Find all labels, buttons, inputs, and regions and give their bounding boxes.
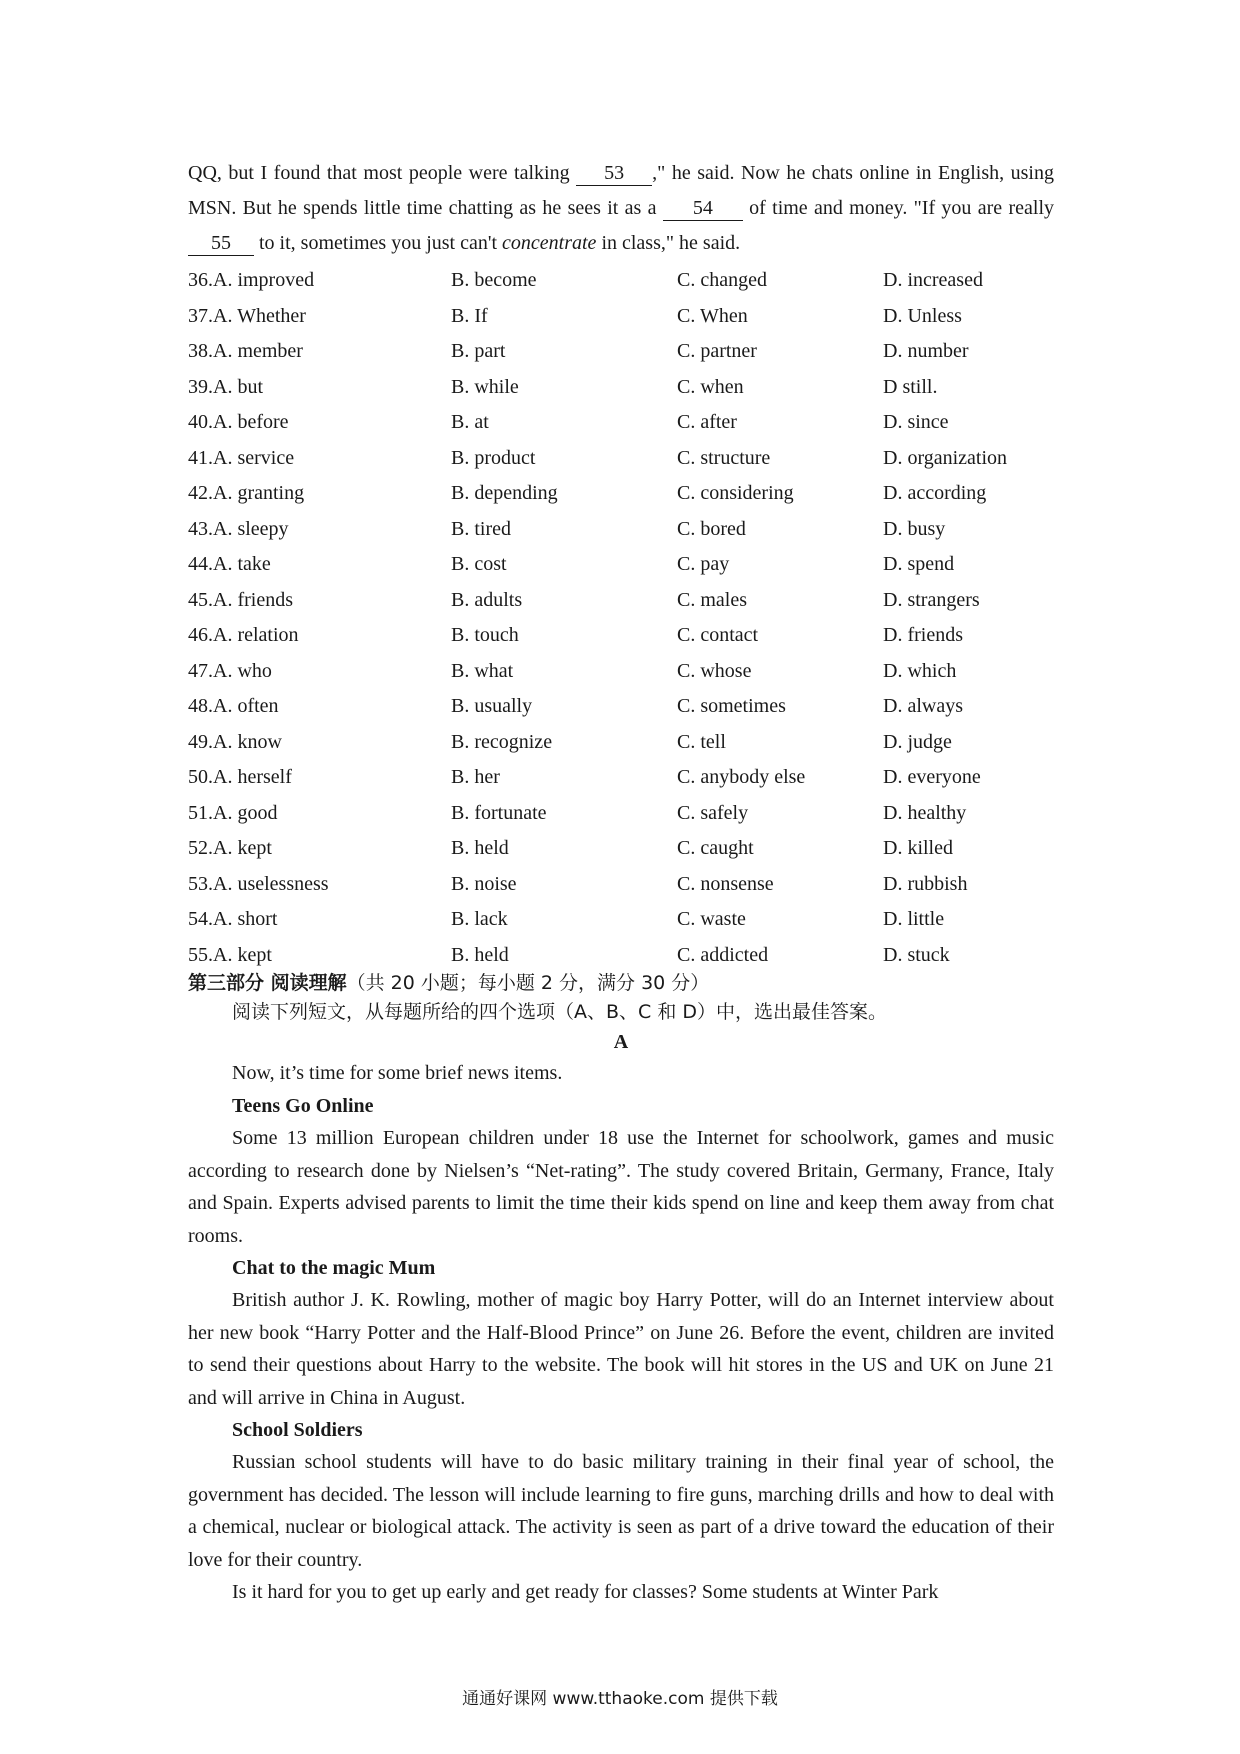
option-row [188, 476, 1054, 512]
news-body: Russian school students will have to do basic military training in their final year of school, the government has decided. The lesson will include learning to fire guns, marching drills and how to deal with a chemical, nuclear or biological attack. The activity is seen as part of a drive toward the education of their love for their country. [188, 1451, 1054, 1571]
question-number: 43. [188, 517, 213, 540]
question-number: 49. [188, 730, 213, 753]
question-number: 46. [188, 624, 213, 646]
question-number: 40. [188, 411, 213, 433]
question-number: 44. [188, 553, 213, 575]
option-row [188, 263, 1054, 299]
option-a [188, 476, 451, 512]
cloze-italic-word: concentrate [502, 232, 597, 254]
option-a [188, 263, 451, 299]
option-a [188, 796, 451, 832]
blank-54: 54 [663, 196, 743, 221]
option-c: C. tell [677, 730, 726, 753]
question-number: 48. [188, 695, 213, 717]
passage-tail: Is it hard for you to get up early and get ready for classes? Some students at Winter Park [232, 1581, 939, 1603]
option-row [188, 583, 1054, 619]
blank-55: 55 [188, 231, 254, 256]
option-d: D. increased [883, 269, 983, 291]
option-row [188, 760, 1054, 796]
question-number: 36. [188, 269, 213, 291]
option-c: C. whose [677, 659, 752, 682]
option-a-text: A. relation [213, 624, 299, 646]
passage-letter: A [613, 1031, 629, 1053]
question-number: 47. [188, 659, 213, 682]
option-row [188, 405, 1054, 441]
option-a-text: A. Whether [213, 304, 306, 327]
option-c: C. safely [677, 801, 749, 824]
option-d: D. which [883, 659, 957, 682]
question-number: 42. [188, 482, 213, 504]
option-d: D. always [883, 695, 963, 717]
option-row [188, 334, 1054, 370]
option-row [188, 831, 1054, 867]
option-d: D. rubbish [883, 872, 968, 895]
option-d: D. friends [883, 624, 963, 646]
option-b: B. what [451, 659, 514, 682]
option-row [188, 299, 1054, 335]
option-a-text: A. herself [213, 766, 292, 788]
option-a [188, 689, 451, 725]
option-b: B. at [451, 411, 489, 433]
cloze-text: QQ, but I found that most people were talking [188, 162, 570, 184]
option-a-text: A. but [213, 375, 263, 398]
question-number: 53. [188, 872, 213, 895]
option-a [188, 867, 451, 903]
option-row [188, 618, 1054, 654]
question-number: 41. [188, 446, 213, 469]
option-d: D. little [883, 908, 945, 930]
option-a-text: A. sleepy [213, 517, 289, 540]
option-a [188, 299, 451, 335]
option-a [188, 583, 451, 619]
option-d: D still. [883, 375, 938, 398]
question-number: 39. [188, 375, 213, 398]
option-c: C. after [677, 411, 737, 433]
option-a [188, 512, 451, 548]
question-number: 51. [188, 801, 213, 824]
option-row [188, 441, 1054, 477]
option-row [188, 902, 1054, 938]
option-b: B. touch [451, 624, 519, 646]
options-list [188, 263, 1054, 973]
option-b: B. part [451, 340, 506, 362]
option-d: D. busy [883, 517, 946, 540]
option-a [188, 725, 451, 761]
option-a [188, 760, 451, 796]
option-c: C. males [677, 588, 747, 611]
option-d: D. everyone [883, 766, 981, 788]
option-d: D. organization [883, 446, 1008, 469]
page-content [188, 156, 1054, 1609]
option-c: C. nonsense [677, 872, 774, 895]
option-b: B. her [451, 766, 500, 788]
section-3-heading [188, 969, 1054, 997]
option-a [188, 654, 451, 690]
option-a-text: A. before [213, 411, 289, 433]
option-row [188, 938, 1054, 974]
option-d: D. judge [883, 730, 952, 753]
option-d: D. number [883, 340, 969, 362]
option-row [188, 689, 1054, 725]
option-c: C. partner [677, 340, 757, 362]
option-b: B. cost [451, 553, 507, 575]
option-a [188, 902, 451, 938]
news-title: Chat to the magic Mum [232, 1257, 436, 1279]
option-row [188, 547, 1054, 583]
option-c: C. when [677, 375, 744, 398]
section-3-instruction: 阅读下列短文，从每题所给的四个选项（A、B、C 和 D）中，选出最佳答案。 [232, 1001, 888, 1023]
option-a-text: A. who [213, 659, 272, 682]
option-a-text: A. kept [213, 837, 272, 859]
option-b: B. If [451, 304, 488, 327]
option-a-text: A. kept [213, 943, 272, 966]
cloze-text: of time and money. "If you are really [749, 197, 1055, 219]
option-a [188, 618, 451, 654]
option-b: B. recognize [451, 730, 553, 753]
option-a-text: A. uselessness [213, 872, 329, 895]
option-a [188, 831, 451, 867]
option-d: D. according [883, 482, 987, 504]
option-b: B. held [451, 837, 509, 859]
option-d: D. strangers [883, 588, 980, 611]
cloze-passage-tail [188, 156, 1054, 261]
option-b: B. tired [451, 517, 511, 540]
option-row [188, 512, 1054, 548]
option-row [188, 654, 1054, 690]
option-c: C. addicted [677, 943, 769, 966]
option-a [188, 441, 451, 477]
option-b: B. usually [451, 695, 533, 717]
option-a [188, 405, 451, 441]
news-body: Some 13 million European children under 18 use the Internet for schoolwork, games and music according to research done by Nielsen’s “Net-rating”. The study covered Britain, Germany, France, Italy and Spain. Experts advised parents to limit the time their kids spend on line and keep them away from chat rooms. [188, 1127, 1054, 1247]
option-c: C. contact [677, 624, 759, 646]
option-a [188, 938, 451, 974]
option-c: C. structure [677, 446, 771, 469]
option-b: B. product [451, 446, 536, 469]
question-number: 54. [188, 908, 213, 930]
option-row [188, 370, 1054, 406]
option-a-text: A. take [213, 553, 271, 575]
option-b: B. lack [451, 908, 508, 930]
option-d: D. Unless [883, 304, 962, 327]
question-number: 55. [188, 943, 213, 966]
option-a [188, 370, 451, 406]
option-a-text: A. often [213, 695, 279, 717]
option-a-text: A. short [213, 908, 278, 930]
option-b: B. while [451, 375, 519, 398]
option-c: C. caught [677, 837, 754, 859]
option-d: D. stuck [883, 943, 950, 966]
question-number: 38. [188, 340, 213, 362]
option-a-text: A. granting [213, 482, 305, 504]
option-d: D. since [883, 411, 949, 433]
question-number: 52. [188, 837, 213, 859]
cloze-text: ," he said. Now he chats online in English, using MSN. But he spends little time chatting as he sees it as a [188, 162, 1054, 219]
option-b: B. adults [451, 588, 523, 611]
option-row [188, 867, 1054, 903]
news-title: Teens Go Online [232, 1095, 374, 1117]
option-c: C. When [677, 304, 748, 327]
option-d: D. killed [883, 837, 953, 859]
option-c: C. changed [677, 269, 767, 291]
option-d: D. healthy [883, 801, 967, 824]
option-a-text: A. know [213, 730, 282, 753]
option-b: B. depending [451, 482, 558, 504]
option-a-text: A. member [213, 340, 303, 362]
option-b: B. fortunate [451, 801, 547, 824]
option-c: C. bored [677, 517, 746, 540]
option-b: B. held [451, 943, 509, 966]
section-3-note: （共 20 小题；每小题 2 分，满分 30 分） [346, 972, 710, 994]
option-b: B. become [451, 269, 537, 291]
option-row [188, 796, 1054, 832]
option-a-text: A. service [213, 446, 295, 469]
option-a-text: A. improved [213, 269, 315, 291]
passage-lead: Now, it’s time for some brief news items. [232, 1062, 563, 1084]
option-a-text: A. friends [213, 588, 293, 611]
option-a [188, 547, 451, 583]
option-row [188, 725, 1054, 761]
option-c: C. anybody else [677, 766, 806, 788]
question-number: 50. [188, 766, 213, 788]
question-number: 37. [188, 304, 213, 327]
option-c: C. pay [677, 553, 730, 575]
option-a [188, 334, 451, 370]
section-3-title: 第三部分 阅读理解 [188, 972, 347, 994]
cloze-text: to it, sometimes you just can't [259, 232, 498, 254]
option-b: B. noise [451, 872, 517, 895]
option-a-text: A. good [213, 801, 278, 824]
news-title: School Soldiers [232, 1419, 363, 1441]
page-footer: 通通好课网 www.tthaoke.com 提供下载 [462, 1689, 778, 1709]
cloze-text: in class," he said. [601, 232, 741, 254]
option-c: C. considering [677, 482, 794, 504]
option-c: C. sometimes [677, 695, 786, 717]
option-c: C. waste [677, 908, 746, 930]
option-d: D. spend [883, 553, 955, 575]
question-number: 45. [188, 588, 213, 611]
blank-53: 53 [576, 161, 652, 186]
news-body: British author J. K. Rowling, mother of magic boy Harry Potter, will do an Internet interview about her new book “Harry Potter and the Half-Blood Prince” on June 26. Before the event, children are invited to send their questions about Harry to the website. The book will hit stores in the US and UK on June 21 and will arrive in China in August. [188, 1289, 1054, 1409]
